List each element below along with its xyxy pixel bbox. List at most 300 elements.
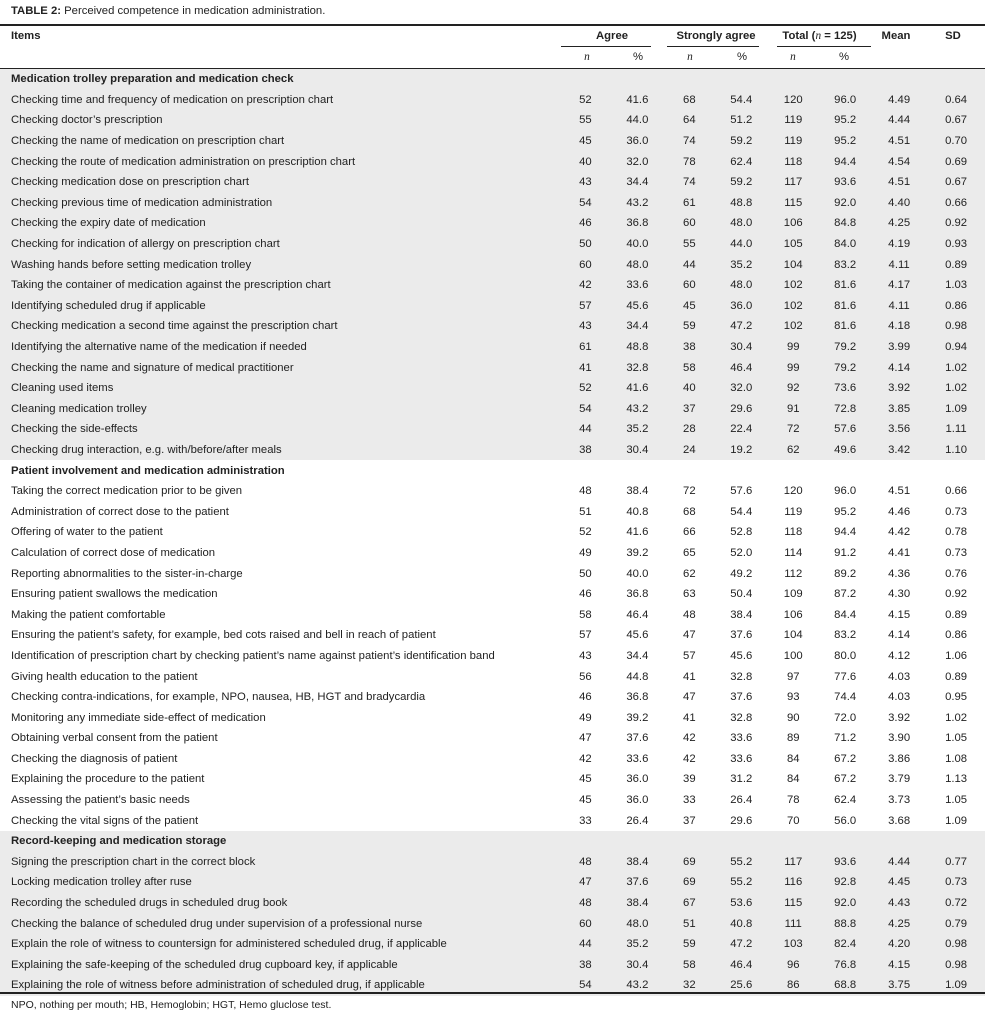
cell-total-n: 92 xyxy=(786,382,800,395)
item-label: Offering of water to the patient xyxy=(11,526,163,539)
cell-sa-n: 68 xyxy=(683,505,696,518)
cell-sd: 1.09 xyxy=(945,402,968,415)
item-label: Checking the balance of scheduled drug under supervision of a professional nurse xyxy=(11,917,423,930)
cell-sa-n: 63 xyxy=(683,588,696,601)
cell-sd: 0.92 xyxy=(945,217,968,230)
cell-sa-pct: 47.2 xyxy=(730,938,753,951)
cell-total-pct: 87.2 xyxy=(834,588,857,601)
cell-agree-pct: 30.4 xyxy=(626,443,649,456)
item-label: Checking drug interaction, e.g. with/before/after meals xyxy=(11,443,282,456)
cell-total-n: 118 xyxy=(784,155,803,168)
cell-total-pct: 93.6 xyxy=(834,855,857,868)
subheader-sa-n: n xyxy=(687,51,693,63)
cell-mean: 4.43 xyxy=(888,897,911,910)
cell-sa-pct: 53.6 xyxy=(730,897,753,910)
cell-total-pct: 74.4 xyxy=(834,691,857,704)
cell-mean: 4.42 xyxy=(888,526,911,539)
cell-agree-pct: 41.6 xyxy=(626,93,649,106)
item-label: Checking previous time of medication administration xyxy=(11,196,273,209)
cell-sa-n: 41 xyxy=(683,670,696,683)
cell-agree-n: 49 xyxy=(579,546,592,559)
item-label: Checking time and frequency of medication on prescription chart xyxy=(11,93,334,106)
cell-agree-pct: 40.0 xyxy=(626,238,649,251)
item-label: Making the patient comfortable xyxy=(11,608,166,621)
cell-sa-n: 51 xyxy=(683,917,696,930)
cell-total-n: 111 xyxy=(784,917,802,930)
cell-sa-pct: 46.4 xyxy=(730,958,753,971)
cell-agree-n: 33 xyxy=(579,814,592,827)
table-row xyxy=(0,419,985,440)
cell-sa-n: 64 xyxy=(683,114,696,127)
cell-total-n: 104 xyxy=(783,258,803,271)
cell-total-pct: 84.4 xyxy=(834,608,857,621)
cell-agree-pct: 41.6 xyxy=(626,382,649,395)
cell-mean: 3.92 xyxy=(888,711,911,724)
cell-total-n: 93 xyxy=(786,691,800,704)
cell-sa-n: 44 xyxy=(683,258,696,271)
cell-sd: 1.09 xyxy=(945,979,968,992)
cell-total-pct: 49.6 xyxy=(834,443,857,456)
cell-agree-n: 42 xyxy=(579,279,592,292)
cell-sa-pct: 52.0 xyxy=(730,546,753,559)
cell-sa-pct: 51.2 xyxy=(730,114,753,127)
cell-total-pct: 67.2 xyxy=(834,752,857,765)
cell-sa-pct: 29.6 xyxy=(730,402,753,415)
cell-sa-n: 68 xyxy=(683,93,696,106)
cell-sa-pct: 32.0 xyxy=(730,382,753,395)
cell-total-n: 84 xyxy=(786,773,800,786)
cell-sd: 1.05 xyxy=(945,794,968,807)
cell-total-n: 70 xyxy=(786,814,800,827)
cell-sa-n: 72 xyxy=(683,485,696,498)
cell-agree-n: 57 xyxy=(579,629,592,642)
cell-total-pct: 80.0 xyxy=(834,649,857,662)
table-caption xyxy=(11,5,325,17)
cell-agree-n: 46 xyxy=(579,588,592,601)
cell-sa-pct: 35.2 xyxy=(730,258,753,271)
cell-sd: 0.78 xyxy=(945,526,968,539)
header-sd: SD xyxy=(945,30,961,42)
cell-agree-n: 46 xyxy=(579,691,592,704)
item-label: Assessing the patient’s basic needs xyxy=(11,794,190,807)
cell-total-n: 106 xyxy=(783,217,803,230)
cell-mean: 4.17 xyxy=(888,279,911,292)
cell-total-pct: 72.0 xyxy=(834,711,857,724)
cell-total-pct: 92.0 xyxy=(834,897,857,910)
cell-total-n: 99 xyxy=(786,361,800,374)
cell-sa-pct: 32.8 xyxy=(730,711,753,724)
cell-sa-pct: 36.0 xyxy=(730,299,753,312)
cell-sa-n: 48 xyxy=(683,608,696,621)
cell-mean: 4.45 xyxy=(888,876,911,889)
cell-sd: 0.86 xyxy=(945,629,968,642)
cell-sa-pct: 48.0 xyxy=(730,279,753,292)
table-row xyxy=(0,254,985,275)
cell-mean: 3.68 xyxy=(888,814,911,827)
cell-agree-n: 54 xyxy=(579,196,592,209)
cell-sa-n: 45 xyxy=(683,299,696,312)
cell-total-pct: 57.6 xyxy=(834,423,857,436)
table-row xyxy=(0,872,985,893)
item-label: Giving health education to the patient xyxy=(11,670,198,683)
cell-sa-n: 40 xyxy=(683,382,696,395)
cell-sd: 1.08 xyxy=(945,752,968,765)
item-label: Identifying scheduled drug if applicable xyxy=(11,299,206,312)
table-row xyxy=(0,728,985,749)
item-label: Checking for indication of allergy on prescription chart xyxy=(11,238,280,251)
table-row xyxy=(0,501,985,522)
cell-agree-pct: 40.0 xyxy=(626,567,649,580)
cell-mean: 4.51 xyxy=(888,176,911,189)
cell-total-pct: 96.0 xyxy=(834,93,857,106)
cell-total-pct: 96.0 xyxy=(834,485,857,498)
subheader-sa-pct: % xyxy=(736,51,748,63)
cell-total-n: 105 xyxy=(783,238,803,251)
item-label: Ensuring the patient’s safety, for example, bed cots raised and bell in reach of patient xyxy=(11,629,436,642)
cell-mean: 4.03 xyxy=(888,670,911,683)
item-label: Locking medication trolley after ruse xyxy=(11,876,192,889)
item-label: Calculation of correct dose of medication xyxy=(11,546,216,559)
cell-total-pct: 92.0 xyxy=(834,196,857,209)
cell-agree-pct: 45.6 xyxy=(626,629,649,642)
cell-sa-pct: 45.6 xyxy=(730,649,753,662)
table-row xyxy=(0,625,985,646)
cell-sd: 0.66 xyxy=(945,196,968,209)
table-row xyxy=(0,399,985,420)
cell-agree-pct: 41.6 xyxy=(626,526,649,539)
cell-sa-n: 41 xyxy=(683,711,696,724)
cell-mean: 4.44 xyxy=(888,855,911,868)
cell-total-pct: 79.2 xyxy=(834,341,857,354)
cell-sa-n: 55 xyxy=(683,238,696,251)
cell-total-pct: 71.2 xyxy=(834,732,857,745)
cell-sa-pct: 50.4 xyxy=(730,588,753,601)
cell-sd: 0.94 xyxy=(945,341,968,354)
agree-underline xyxy=(561,46,651,47)
cell-sa-pct: 54.4 xyxy=(730,93,753,106)
section-title: Patient involvement and medication administration xyxy=(11,464,285,477)
cell-total-pct: 83.2 xyxy=(834,629,857,642)
cell-sd: 1.10 xyxy=(945,443,968,456)
item-label: Signing the prescription chart in the correct block xyxy=(11,855,256,868)
cell-sa-n: 67 xyxy=(683,897,696,910)
cell-sa-n: 74 xyxy=(683,135,696,148)
cell-total-pct: 56.0 xyxy=(834,814,857,827)
cell-agree-pct: 35.2 xyxy=(626,938,649,951)
cell-sa-pct: 52.8 xyxy=(730,526,753,539)
cell-agree-n: 48 xyxy=(579,485,592,498)
cell-agree-pct: 36.8 xyxy=(626,217,649,230)
cell-total-n: 114 xyxy=(784,546,803,559)
item-label: Checking the expiry date of medication xyxy=(11,217,206,230)
cell-total-pct: 77.6 xyxy=(834,670,857,683)
cell-sa-n: 37 xyxy=(683,402,696,415)
cell-total-pct: 62.4 xyxy=(834,794,857,807)
cell-sa-pct: 44.0 xyxy=(730,238,753,251)
cell-sa-pct: 62.4 xyxy=(730,155,753,168)
table-row xyxy=(0,810,985,831)
cell-agree-pct: 26.4 xyxy=(626,814,649,827)
cell-agree-n: 45 xyxy=(579,135,592,148)
cell-mean: 4.11 xyxy=(888,299,910,312)
cell-sd: 0.86 xyxy=(945,299,968,312)
cell-sa-n: 37 xyxy=(683,814,696,827)
table-row xyxy=(0,131,985,152)
cell-sd: 0.89 xyxy=(945,258,968,271)
cell-agree-pct: 39.2 xyxy=(626,711,649,724)
cell-sd: 1.06 xyxy=(945,649,968,662)
cell-sa-pct: 55.2 xyxy=(730,855,753,868)
cell-total-n: 119 xyxy=(784,505,803,518)
cell-mean: 4.12 xyxy=(888,649,911,662)
table-row xyxy=(0,852,985,873)
header-total-suffix: = 125) xyxy=(821,30,857,42)
cell-agree-n: 58 xyxy=(579,608,592,621)
cell-sd: 0.69 xyxy=(945,155,968,168)
cell-sd: 0.79 xyxy=(945,917,968,930)
table-row xyxy=(0,275,985,296)
cell-sa-n: 59 xyxy=(683,320,696,333)
cell-agree-pct: 34.4 xyxy=(626,320,649,333)
cell-sa-n: 32 xyxy=(683,979,696,992)
table-row xyxy=(0,213,985,234)
cell-sa-n: 28 xyxy=(683,423,696,436)
cell-agree-n: 48 xyxy=(579,855,592,868)
cell-sd: 0.89 xyxy=(945,670,968,683)
table-row xyxy=(0,707,985,728)
cell-mean: 4.15 xyxy=(888,958,911,971)
cell-agree-n: 51 xyxy=(579,505,592,518)
cell-agree-pct: 36.0 xyxy=(626,135,649,148)
table-row xyxy=(0,337,985,358)
cell-total-pct: 94.4 xyxy=(834,526,857,539)
item-label: Administration of correct dose to the patient xyxy=(11,505,229,518)
caption-text: Perceived competence in medication administration. xyxy=(61,5,326,17)
cell-sd: 1.02 xyxy=(945,382,968,395)
cell-mean: 3.56 xyxy=(888,423,911,436)
cell-sd: 1.05 xyxy=(945,732,968,745)
cell-mean: 3.99 xyxy=(888,341,911,354)
cell-mean: 4.41 xyxy=(888,546,911,559)
table-row xyxy=(0,357,985,378)
cell-sa-pct: 25.6 xyxy=(730,979,753,992)
cell-sa-pct: 26.4 xyxy=(730,794,753,807)
cell-total-n: 109 xyxy=(783,588,803,601)
item-label: Cleaning medication trolley xyxy=(11,402,147,415)
cell-sd: 0.67 xyxy=(945,176,968,189)
cell-total-pct: 93.6 xyxy=(834,176,857,189)
cell-sa-pct: 49.2 xyxy=(730,567,753,580)
cell-sa-n: 66 xyxy=(683,526,696,539)
cell-sa-n: 74 xyxy=(683,176,696,189)
cell-agree-n: 54 xyxy=(579,979,592,992)
cell-total-n: 116 xyxy=(784,876,803,889)
cell-agree-pct: 44.8 xyxy=(626,670,649,683)
cell-sa-pct: 30.4 xyxy=(730,341,753,354)
cell-total-n: 104 xyxy=(783,629,803,642)
cell-agree-n: 49 xyxy=(579,711,592,724)
cell-sd: 0.67 xyxy=(945,114,968,127)
cell-total-n: 120 xyxy=(783,93,803,106)
cell-agree-n: 38 xyxy=(579,958,592,971)
cell-sa-n: 61 xyxy=(683,196,696,209)
cell-total-n: 102 xyxy=(783,299,803,312)
cell-total-n: 106 xyxy=(783,608,803,621)
item-label: Explaining the procedure to the patient xyxy=(11,773,205,786)
cell-sa-pct: 32.8 xyxy=(730,670,753,683)
cell-total-pct: 88.8 xyxy=(834,917,857,930)
cell-sd: 1.09 xyxy=(945,814,968,827)
section-header-row xyxy=(0,460,985,481)
header-items: Items xyxy=(11,30,41,42)
cell-agree-n: 45 xyxy=(579,794,592,807)
cell-total-pct: 73.6 xyxy=(834,382,857,395)
cell-mean: 4.54 xyxy=(888,155,911,168)
cell-mean: 3.42 xyxy=(888,443,911,456)
table-row xyxy=(0,769,985,790)
cell-total-n: 97 xyxy=(786,670,800,683)
cell-sa-n: 42 xyxy=(683,732,696,745)
cell-sd: 0.73 xyxy=(945,505,968,518)
cell-total-n: 96 xyxy=(786,958,800,971)
subheader-agree-pct: % xyxy=(632,51,644,63)
cell-total-n: 117 xyxy=(784,855,803,868)
table-row xyxy=(0,955,985,976)
cell-agree-pct: 48.0 xyxy=(626,917,649,930)
cell-agree-pct: 30.4 xyxy=(626,958,649,971)
header-agree: Agree xyxy=(595,30,629,42)
cell-agree-n: 44 xyxy=(579,938,592,951)
cell-mean: 4.15 xyxy=(888,608,911,621)
item-label: Taking the container of medication against the prescription chart xyxy=(11,279,331,292)
cell-agree-n: 45 xyxy=(579,773,592,786)
table-row xyxy=(0,913,985,934)
cell-agree-pct: 36.8 xyxy=(626,588,649,601)
cell-sa-pct: 19.2 xyxy=(730,443,753,456)
cell-agree-n: 43 xyxy=(579,649,592,662)
cell-agree-pct: 43.2 xyxy=(626,402,649,415)
cell-sa-n: 78 xyxy=(683,155,696,168)
section-header-row xyxy=(0,69,985,90)
item-label: Ensuring patient swallows the medication xyxy=(11,588,218,601)
cell-mean: 4.36 xyxy=(888,567,911,580)
cell-total-pct: 83.2 xyxy=(834,258,857,271)
item-label: Checking medication a second time against the prescription chart xyxy=(11,320,338,333)
cell-mean: 4.51 xyxy=(888,485,911,498)
cell-sd: 0.93 xyxy=(945,238,968,251)
table-row xyxy=(0,440,985,461)
cell-agree-n: 44 xyxy=(579,423,592,436)
cell-mean: 4.49 xyxy=(888,93,911,106)
cell-sa-pct: 55.2 xyxy=(730,876,753,889)
table-row xyxy=(0,893,985,914)
table-row xyxy=(0,193,985,214)
cell-agree-pct: 32.8 xyxy=(626,361,649,374)
item-label: Checking medication dose on prescription chart xyxy=(11,176,249,189)
cell-sd: 1.03 xyxy=(945,279,968,292)
cell-agree-pct: 33.6 xyxy=(626,279,649,292)
cell-total-n: 102 xyxy=(783,320,803,333)
cell-sa-pct: 54.4 xyxy=(730,505,753,518)
table-row xyxy=(0,90,985,111)
cell-agree-pct: 44.0 xyxy=(626,114,649,127)
cell-mean: 4.18 xyxy=(888,320,911,333)
table-row xyxy=(0,934,985,955)
section-title: Record-keeping and medication storage xyxy=(11,835,227,848)
cell-sa-pct: 46.4 xyxy=(730,361,753,374)
cell-total-n: 99 xyxy=(786,341,800,354)
table-bottom-rule xyxy=(0,992,985,994)
cell-total-n: 84 xyxy=(786,752,800,765)
cell-agree-pct: 48.8 xyxy=(626,341,649,354)
cell-total-n: 62 xyxy=(786,443,800,456)
cell-sa-n: 38 xyxy=(683,341,696,354)
cell-sa-pct: 40.8 xyxy=(730,917,753,930)
cell-sa-n: 58 xyxy=(683,361,696,374)
cell-agree-n: 52 xyxy=(579,93,592,106)
cell-total-pct: 67.2 xyxy=(834,773,857,786)
cell-agree-pct: 34.4 xyxy=(626,649,649,662)
cell-total-pct: 68.8 xyxy=(834,979,857,992)
cell-agree-pct: 33.6 xyxy=(626,752,649,765)
cell-agree-pct: 34.4 xyxy=(626,176,649,189)
cell-sa-pct: 59.2 xyxy=(730,176,753,189)
cell-total-pct: 76.8 xyxy=(834,958,857,971)
cell-agree-n: 60 xyxy=(579,917,592,930)
table-row xyxy=(0,110,985,131)
item-label: Reporting abnormalities to the sister-in-charge xyxy=(11,567,243,580)
cell-mean: 4.03 xyxy=(888,691,911,704)
cell-agree-pct: 43.2 xyxy=(626,196,649,209)
cell-agree-pct: 36.0 xyxy=(626,773,649,786)
cell-agree-n: 47 xyxy=(579,732,592,745)
header-total xyxy=(772,30,867,42)
cell-total-n: 100 xyxy=(783,649,803,662)
subheader-total-pct: % xyxy=(838,51,850,63)
cell-sa-n: 58 xyxy=(683,958,696,971)
cell-sd: 0.73 xyxy=(945,876,968,889)
cell-agree-n: 42 xyxy=(579,752,592,765)
cell-agree-pct: 37.6 xyxy=(626,876,649,889)
cell-total-n: 117 xyxy=(784,176,803,189)
table-row xyxy=(0,563,985,584)
cell-mean: 4.44 xyxy=(888,114,911,127)
cell-total-n: 90 xyxy=(786,711,800,724)
item-label: Checking the route of medication administration on prescription chart xyxy=(11,155,356,168)
cell-total-pct: 91.2 xyxy=(834,546,857,559)
cell-sa-n: 42 xyxy=(683,752,696,765)
item-label: Explain the role of witness to countersign for administered scheduled drug, if applicable xyxy=(11,938,447,951)
cell-agree-n: 60 xyxy=(579,258,592,271)
cell-sa-pct: 37.6 xyxy=(730,691,753,704)
cell-agree-pct: 32.0 xyxy=(626,155,649,168)
cell-sa-n: 60 xyxy=(683,279,696,292)
cell-mean: 4.19 xyxy=(888,238,911,251)
table-row xyxy=(0,378,985,399)
cell-agree-n: 52 xyxy=(579,382,592,395)
cell-mean: 4.20 xyxy=(888,938,911,951)
cell-agree-n: 43 xyxy=(579,320,592,333)
table-row xyxy=(0,646,985,667)
cell-agree-pct: 38.4 xyxy=(626,897,649,910)
cell-total-pct: 81.6 xyxy=(834,320,857,333)
item-label: Obtaining verbal consent from the patient xyxy=(11,732,218,745)
item-label: Taking the correct medication prior to be given xyxy=(11,485,243,498)
item-label: Checking doctor’s prescription xyxy=(11,114,163,127)
cell-mean: 4.46 xyxy=(888,505,911,518)
cell-agree-n: 43 xyxy=(579,176,592,189)
table-top-rule xyxy=(0,24,985,26)
